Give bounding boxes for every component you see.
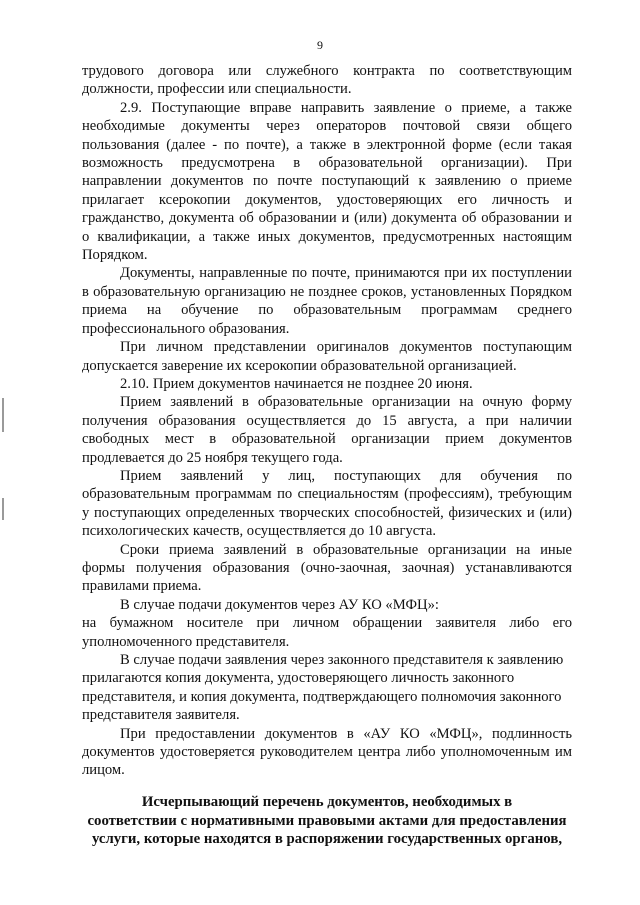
paragraph-other-forms: Сроки приема заявлений в образовательные организации на иные формы получения образования (очно-заочная, заочная) устанавливаются правилами приема.: [82, 541, 572, 595]
paragraph-continuation: трудового договора или служебного контракта по соответствующим должности, профессии или специальности.: [82, 63, 572, 98]
paragraph-mfc-intro: В случае подачи документов через АУ КО «МФЦ»:: [120, 596, 439, 613]
section-heading: [82, 793, 572, 849]
paragraph-2-10: 2.10. Прием документов начинается не позднее 20 июня.: [120, 375, 473, 392]
heading-line: Исчерпывающий перечень документов, необходимых в: [141, 794, 513, 810]
heading-line: услуги, которые находятся в распоряжении государственных органов,: [91, 831, 563, 848]
paragraph-creative-deadline: Прием заявлений у лиц, поступающих для обучения по образовательным программам по специальностям (профессиям), требующим у поступающих определенных творческих способностей, физических и (или) психологических качеств, осуществляется до 10 августа.: [82, 467, 572, 540]
paragraph-originals: При личном представлении оригиналов документов поступающим допускается заверение их ксерокопии образовательной организацией.: [82, 339, 572, 374]
paragraph-2-9: 2.9. Поступающие вправе направить заявление о приеме, а также необходимые документы через операторов почтовой связи общего пользования (далее - по почте), а также в электронной форме (если такая возможность предусмотрена в образовательной организации). При направлении документов по почте поступающий к заявлению о приеме прилагает ксерокопии документов, удостоверяющих его личность и гражданство, документа об образовании и (или) документа об образовании и о квалификации, а также иных документов, предусмотренных настоящим Порядком.: [82, 99, 572, 264]
page-number: 9: [317, 38, 323, 52]
paragraph-authenticity: При предоставлении документов в «АУ КО «МФЦ», подлинность документов удостоверяется руководителем центра либо уполномоченным им лицом.: [82, 725, 572, 779]
paragraph-legal-representative: В случае подачи заявления через законного представителя к заявлению прилагаются копия документа, удостоверяющего личность законного представителя, и копия документа, подтверждающего полномочия законного представителя заявителя.: [82, 652, 564, 724]
paragraph-full-time-deadline: Прием заявлений в образовательные организации на очную форму получения образования осуществляется до 15 августа, а при наличии свободных мест в образовательной организации прием документов продлевается до 25 ноября текущего года.: [82, 394, 572, 466]
paragraph-mail-documents: Документы, направленные по почте, принимаются при их поступлении в образовательную организацию не позднее сроков, установленных Порядком приема на обучение по образовательным программам среднего профессионального образования.: [82, 265, 572, 337]
heading-line: соответствии с нормативными правовыми актами для предоставления: [87, 812, 567, 829]
body-text: [82, 62, 572, 780]
scan-margin-mark: [2, 398, 4, 432]
scan-margin-mark: [2, 498, 4, 520]
paragraph-paper-carrier: на бумажном носителе при личном обращении заявителя либо его уполномоченного представителя.: [82, 615, 572, 650]
